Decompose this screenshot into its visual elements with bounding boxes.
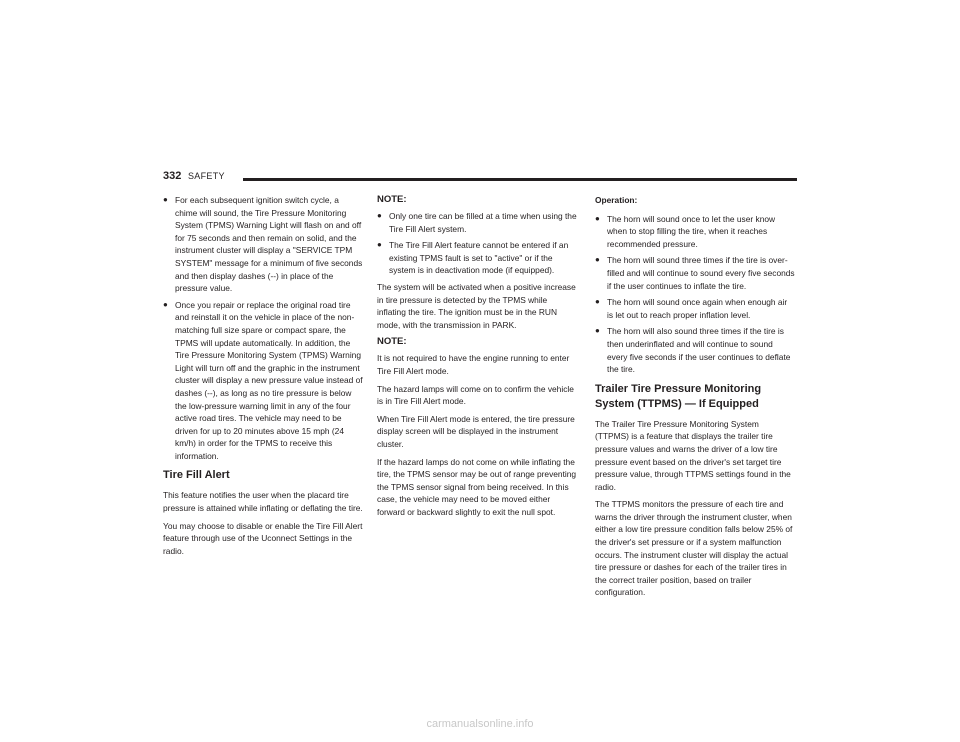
- bullet-icon: ●: [595, 326, 600, 336]
- paragraph: It is not required to have the engine running to enter Tire Fill Alert mode.: [377, 353, 570, 376]
- list-item: ● Once you repair or replace the original road tire and reinstall it on the vehicle in place of the non-matching full size spare or compact spare, the TPMS will update automatically. In addition, the Tire Pressure Monitoring System (TPMS) Warning Light will turn off and the graphic in the instrument cluster will display a new pressure value instead of dashes (--), as long as no tire pressure is below the low-pressure warning limit in any of the four active road tires. The vehicle may need to be driven for up to 20 minutes above 15 mph (24 km/h) in order for the TPMS to receive this information.: [163, 299, 363, 461]
- paragraph: The Trailer Tire Pressure Monitoring System (TTPMS) is a feature that displays the trailer tire pressure values and warns the driver of a low tire pressure event based on the driver's set target tire pressure value, through TTPMS settings found in the radio.: [595, 418, 791, 492]
- section-title: SAFETY: [188, 171, 225, 181]
- list-item: ● The Tire Fill Alert feature cannot be entered if an existing TPMS fault is set to "active" or if the system is in deactivation mode (if equipped).: [377, 240, 569, 276]
- list-item: ● For each subsequent ignition switch cycle, a chime will sound, the Tire Pressure Monitoring System (TPMS) Warning Light will flash on and off for 75 seconds and then remain on solid, and the instrument cluster will display a "SERVICE TPM SYSTEM" message for a minimum of five seconds and then display dashes (--) in place of the pressure value.: [163, 195, 363, 294]
- bullet-list: [595, 213, 795, 376]
- paragraph: This feature notifies the user when the placard tire pressure is attained while inflating or deflating the tire.: [163, 490, 363, 514]
- list-item: ● The horn will also sound three times if the tire is then underinflated and will continue to sound every five seconds if the user continues to deflate the tire.: [595, 326, 791, 375]
- section-heading: Tire Fill Alert: [163, 469, 230, 482]
- bullet-icon: ●: [595, 255, 600, 265]
- header-rule: [243, 178, 797, 181]
- paragraph: If the hazard lamps do not come on while inflating the tire, the TPMS sensor may be out of range preventing the TPMS sensor signal from being received. In this case, the vehicle may need to be moved either forward or backward slightly to exit the null spot.: [377, 456, 577, 517]
- bullet-icon: ●: [377, 240, 382, 250]
- page-number: 332: [163, 170, 182, 182]
- paragraph: You may choose to disable or enable the Tire Fill Alert feature through use of the Uconnect Settings in the radio.: [163, 520, 363, 556]
- list-item: ● The horn will sound once to let the user know when to stop filling the tire, when it reaches recommended pressure.: [595, 213, 776, 249]
- column-2: [377, 194, 577, 523]
- bullet-icon: ●: [595, 297, 600, 307]
- column-1: [163, 194, 363, 562]
- bullet-icon: ●: [377, 211, 382, 220]
- section-heading: Trailer Tire Pressure Monitoring System (TTPMS) — If Equipped: [595, 382, 762, 410]
- operation-heading: Operation:: [595, 195, 638, 205]
- paragraph: When Tire Fill Alert mode is entered, the tire pressure display screen will be displayed in the instrument cluster.: [377, 413, 575, 449]
- paragraph: The system will be activated when a positive increase in tire pressure is detected by the TPMS while inflating the tire. The ignition must be in the RUN mode, with the transmission in PARK.: [377, 281, 576, 330]
- list-item: ● The horn will sound three times if the tire is over-filled and will continue to sound every five seconds if the user continues to inflate the tire.: [595, 255, 795, 291]
- note-heading: NOTE:: [377, 194, 407, 205]
- paragraph: The TTPMS monitors the pressure of each tire and warns the driver through the instrument cluster, when either a low tire pressure condition falls below 25% of the driver's set pressure or if a system malfunction occurs. The instrument cluster will display the actual tire pressure or dashes for each of the trailer tires in the correct trailer position, based on trailer configuration.: [595, 499, 793, 598]
- page-header: [163, 170, 797, 184]
- bullet-icon: ●: [163, 299, 168, 309]
- column-3: [595, 194, 795, 604]
- bullet-icon: ●: [595, 213, 600, 223]
- bullet-list: [163, 194, 363, 462]
- bullet-icon: ●: [163, 195, 168, 204]
- bullet-list: [377, 210, 577, 277]
- list-item: ● The horn will sound once again when enough air is let out to reach proper inflation level.: [595, 297, 788, 320]
- list-item: ● Only one tire can be filled at a time when using the Tire Fill Alert system.: [377, 211, 577, 234]
- watermark: carmanualsonline.info: [426, 718, 534, 730]
- paragraph: The hazard lamps will come on to confirm the vehicle is in Tire Fill Alert mode.: [377, 383, 574, 407]
- note-heading: NOTE:: [377, 336, 407, 348]
